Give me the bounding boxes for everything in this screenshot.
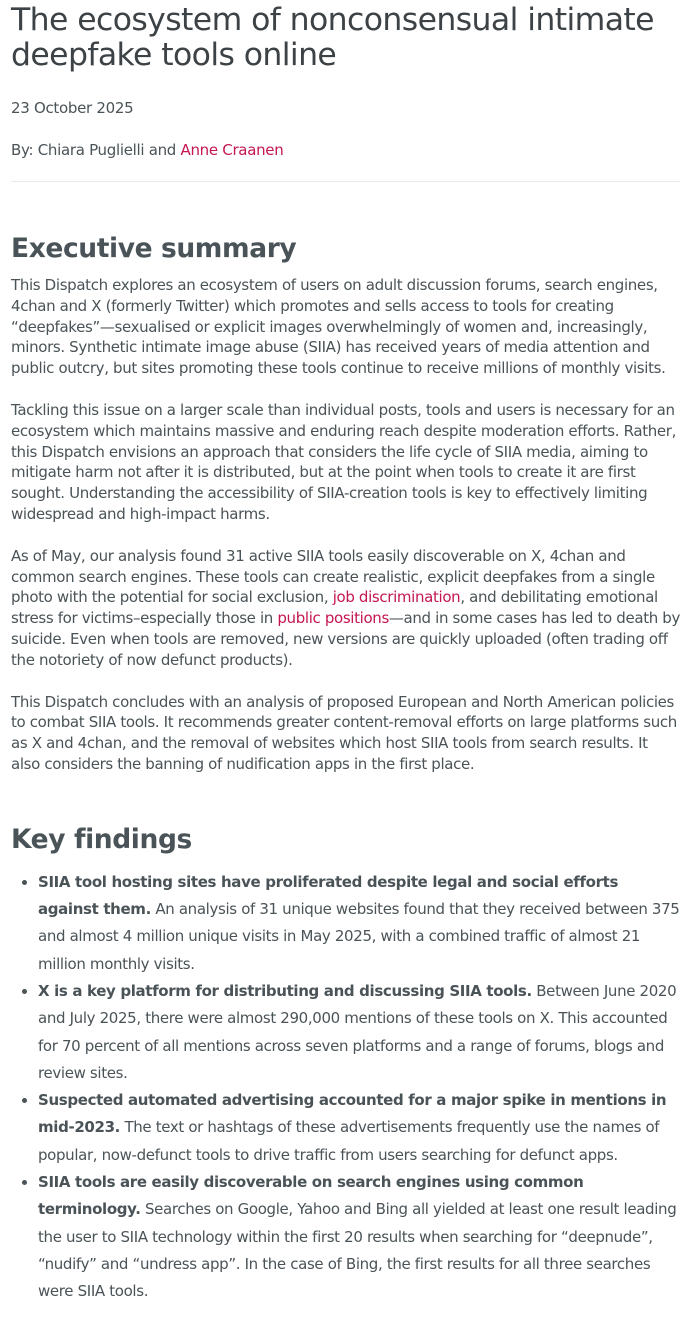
finding-item bbox=[38, 978, 680, 1087]
summary-text: , and debilitating emotional stress for victims–especially those in bbox=[11, 588, 658, 628]
summary-text: —and in some cases has led to death by suicide. Even when tools are removed, new versions are quickly uploaded (often trading off the notoriety of now defunct products). bbox=[11, 609, 680, 669]
finding-item bbox=[38, 869, 680, 978]
summary-paragraph-3 bbox=[11, 546, 680, 671]
finding-text: Searches on Google, Yahoo and Bing all yielded at least one result leading the user to SIIA technology within the first 20 results when searching for “deepnude”, “nudify” and “undress app”. In the case of Bing, the first results for all three searches were SIIA tools. bbox=[38, 1200, 677, 1301]
section-heading-key-findings: Key findings bbox=[11, 823, 192, 855]
byline bbox=[11, 140, 680, 160]
finding-headline: Suspected automated advertising accounted for a major spike in mentions in mid-2023. bbox=[38, 1091, 667, 1137]
job-discrimination-link[interactable]: job discrimination bbox=[332, 588, 461, 607]
article-title: The ecosystem of nonconsensual intimate deepfake tools online bbox=[11, 2, 654, 73]
finding-item bbox=[38, 1087, 680, 1169]
finding-headline: SIIA tool hosting sites have proliferated despite legal and social efforts against them. bbox=[38, 872, 619, 919]
public-positions-link[interactable]: public positions bbox=[277, 609, 389, 628]
summary-paragraph-4: This Dispatch concludes with an analysis of proposed European and North American policies to combat SIIA tools. It recommends greater content-removal efforts on large platforms such as X and 4chan, and the removal of websites which host SIIA tools from search results. It also considers the banning of nudification apps in the first place. bbox=[11, 692, 677, 773]
section-heading-executive-summary: Executive summary bbox=[11, 233, 297, 264]
author-link[interactable]: Anne Craanen bbox=[180, 141, 284, 159]
finding-item bbox=[38, 1169, 680, 1305]
publish-date: 23 October 2025 bbox=[11, 99, 134, 117]
summary-paragraph-1: This Dispatch explores an ecosystem of users on adult discussion forums, search engines, 4chan and X (formerly Twitter) which promotes and sells access to tools for creating “deepfakes”—sexualised or explicit images overwhelmingly of women and, increasingly, minors. Synthetic intimate image abuse (SIIA) has received years of media attention and public outcry, but sites promoting these tools continue to receive millions of monthly visits. bbox=[11, 276, 666, 378]
byline-text: By: Chiara Puglielli and bbox=[11, 141, 181, 159]
finding-text: The text or hashtags of these advertisements frequently use the names of popular, now-defunct tools to drive traffic from users searching for defunct apps. bbox=[38, 1118, 660, 1164]
summary-text: As of May, our analysis found 31 active SIIA tools easily discoverable on X, 4chan and common search engines. These tools can create realistic, explicit deepfakes from a single photo with the potential for social exclusion, bbox=[11, 546, 655, 607]
finding-headline: SIIA tools are easily discoverable on search engines using common terminology. bbox=[38, 1173, 584, 1219]
finding-headline: X is a key platform for distributing and discussing SIIA tools. bbox=[38, 981, 532, 1000]
finding-text: Between June 2020 and July 2025, there were almost 290,000 mentions of these tools on X. This accounted for 70 percent of all mentions across seven platforms and a range of forums, blogs and review sites. bbox=[38, 981, 677, 1082]
key-findings-list bbox=[11, 869, 680, 1306]
finding-text: An analysis of 31 unique websites found that they received between 375 and almost 4 million unique visits in May 2025, with a combined traffic of almost 21 million monthly visits. bbox=[38, 900, 680, 973]
divider bbox=[11, 181, 680, 182]
summary-paragraph-2: Tackling this issue on a larger scale than individual posts, tools and users is necessary for an ecosystem which maintains massive and enduring reach despite moderation efforts. Rather, this Dispatch envisions an approach that considers the life cycle of SIIA media, aiming to mitigate harm not after it is distributed, but at the point when tools to create it are first sought. Understanding the accessibility of SIIA-creation tools is key to effectively limiting widespread and high-impact harms. bbox=[11, 400, 676, 523]
